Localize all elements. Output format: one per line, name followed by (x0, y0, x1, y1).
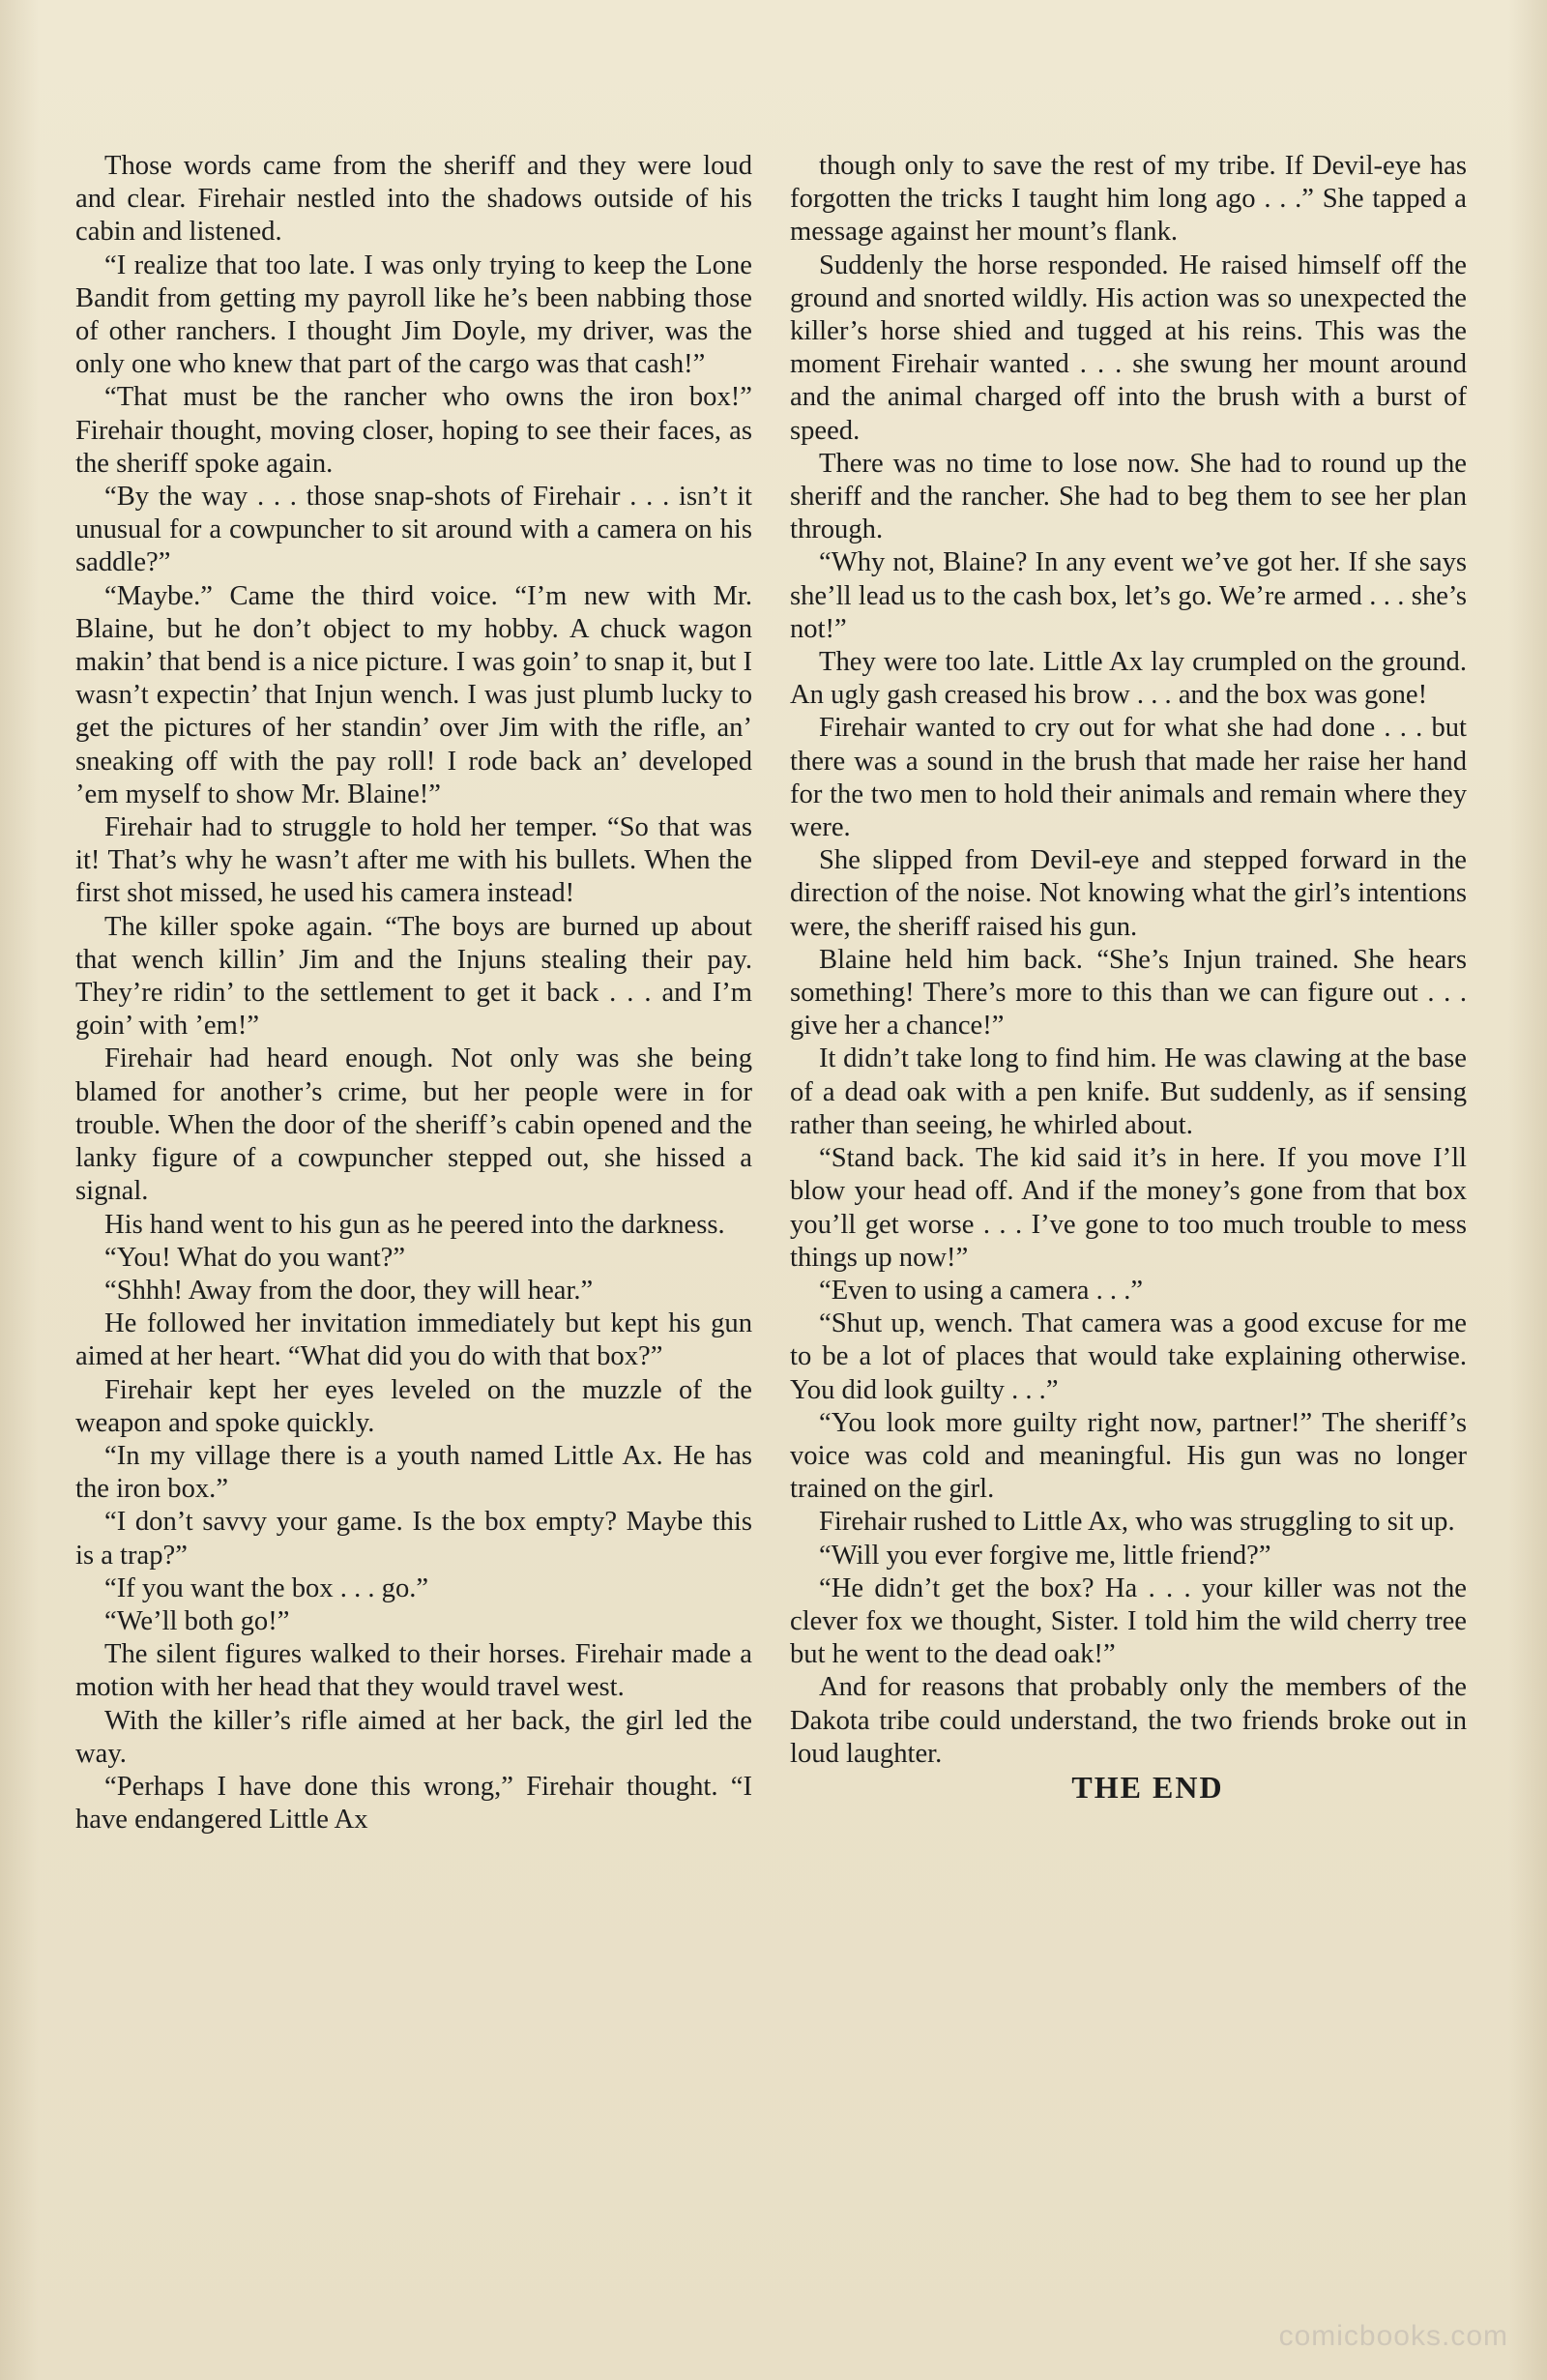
story-paragraph: With the killer’s rifle aimed at her back, the girl led the way. (75, 1705, 752, 1769)
the-end-label: THE END (1071, 1769, 1224, 1805)
story-paragraph: His hand went to his gun as he peered into the darkness. (104, 1209, 725, 1240)
story-paragraph: Firehair had to struggle to hold her temper. “So that was it! That’s why he wasn’t after me with his bullets. When the first shot missed, he used his camera instead! (75, 812, 752, 909)
story-paragraph: And for reasons that probably only the members of the Dakota tribe could understand, the two friends broke out in loud laughter. (790, 1672, 1467, 1769)
story-paragraph: “Shhh! Away from the door, they will hear.” (104, 1275, 594, 1306)
story-paragraph: “By the way . . . those snap-shots of Firehair . . . isn’t it unusual for a cowpuncher to sit around with a camera on his saddle?” (75, 482, 752, 578)
story-paragraph: “That must be the rancher who owns the iron box!” Firehair thought, moving closer, hoping to see their faces, as the sheriff spoke again. (75, 382, 752, 479)
story-paragraph: “Maybe.” Came the third voice. “I’m new with Mr. Blaine, but he don’t object to my hobby. A chuck wagon makin’ that bend is a nice picture. I was goin’ to snap it, but I wasn’t expectin’ that Injun wench. I was just plumb lucky to get the pictures of her standin’ over Jim with the rifle, an’ sneaking off with the pay roll! I rode back an’ developed ’em myself to show Mr. Blaine!” (75, 580, 752, 809)
story-paragraph: though only to save the rest of my tribe. If Devil-eye has forgotten the tricks I taught him long ago . . .” She tapped a message against her mount’s flank. (790, 151, 1467, 248)
story-paragraph: “Will you ever forgive me, little friend?” (819, 1540, 1271, 1571)
story-paragraph: They were too late. Little Ax lay crumpled on the ground. An ugly gash creased his brow . . . and the box was gone! (790, 647, 1467, 711)
story-paragraph: Those words came from the sheriff and they were loud and clear. Firehair nestled into the shadows outside of his cabin and listened. (75, 151, 752, 248)
story-paragraph: She slipped from Devil-eye and stepped forward in the direction of the noise. Not knowing what the girl’s intentions were, the sheriff raised his gun. (790, 845, 1467, 942)
story-paragraph: Firehair had heard enough. Not only was she being blamed for another’s crime, but her people were in for trouble. When the door of the sheriff’s cabin opened and the lanky figure of a cowpuncher stepped out, she hissed a signal. (75, 1043, 752, 1207)
left-text-column (75, 150, 752, 1836)
story-paragraph: “You! What do you want?” (104, 1242, 406, 1273)
story-paragraph: “I realize that too late. I was only trying to keep the Lone Bandit from getting my payroll like he’s been nabbing those of other ranchers. I thought Jim Doyle, my driver, was the only one who knew that part of the cargo was that cash!” (75, 250, 752, 380)
story-paragraph: “Shut up, wench. That camera was a good excuse for me to be a lot of places that would take explaining otherwise. You did look guilty . . .” (790, 1308, 1467, 1405)
story-paragraph: “Even to using a camera . . .” (819, 1275, 1144, 1306)
story-paragraph: Blaine held him back. “She’s Injun trained. She hears something! There’s more to this than we can figure out . . . give her a chance!” (790, 944, 1467, 1042)
story-paragraph: Suddenly the horse responded. He raised himself off the ground and snorted wildly. His action was so unexpected the killer’s horse shied and tugged at his reins. This was the moment Firehair wanted . . . she swung her mount around and the animal charged off into the brush with a burst of speed. (790, 250, 1467, 446)
story-paragraph: He followed her invitation immediately but kept his gun aimed at her heart. “What did you do with that box?” (75, 1308, 752, 1372)
story-paragraph: The killer spoke again. “The boys are burned up about that wench killin’ Jim and the Injuns stealing their pay. They’re ridin’ to the settlement to get it back . . . and I’m goin’ with ’em!” (75, 911, 752, 1042)
story-paragraph: There was no time to lose now. She had to round up the sheriff and the rancher. She had to beg them to see her plan through. (790, 448, 1467, 545)
story-paragraph: The silent figures walked to their horses. Firehair made a motion with her head that they would travel west. (75, 1639, 752, 1703)
story-paragraph: “Why not, Blaine? In any event we’ve got her. If she says she’ll lead us to the cash box, let’s go. We’re armed . . . she’s not!” (790, 547, 1467, 644)
page-edge-shadow-right (1508, 0, 1547, 2380)
story-paragraph: “You look more guilty right now, partner!” The sheriff’s voice was cold and meaningful. His gun was no longer trained on the girl. (790, 1407, 1467, 1505)
story-paragraph: Firehair rushed to Little Ax, who was struggling to sit up. (819, 1507, 1455, 1538)
story-paragraph: “If you want the box . . . go.” (104, 1572, 429, 1603)
right-text-column (790, 150, 1467, 1804)
story-paragraph: “Stand back. The kid said it’s in here. If you move I’ll blow your head off. And if the money’s gone from that box you’ll get worse . . . I’ve gone to too much trouble to mess things up now!” (790, 1143, 1467, 1273)
page-edge-shadow-left (0, 0, 39, 2380)
story-paragraph: “I don’t savvy your game. Is the box empty? Maybe this is a trap?” (75, 1507, 752, 1571)
site-watermark: comicbooks.com (1278, 2320, 1508, 2352)
story-paragraph: “Perhaps I have done this wrong,” Firehair thought. “I have endangered Little Ax (75, 1771, 752, 1836)
story-paragraph: “In my village there is a youth named Little Ax. He has the iron box.” (75, 1440, 752, 1505)
story-paragraph: Firehair wanted to cry out for what she had done . . . but there was a sound in the brush that made her raise her hand for the two men to hold their animals and remain where they were. (790, 713, 1467, 843)
story-paragraph: “We’ll both go!” (104, 1605, 290, 1636)
story-paragraph: Firehair kept her eyes leveled on the muzzle of the weapon and spoke quickly. (75, 1374, 752, 1438)
story-paragraph: “He didn’t get the box? Ha . . . your killer was not the clever fox we thought, Sister. I told him the wild cherry tree but he went to the dead oak!” (790, 1572, 1467, 1670)
story-paragraph: It didn’t take long to find him. He was clawing at the base of a dead oak with a pen knife. But suddenly, as if sensing rather than seeing, he whirled about. (790, 1043, 1467, 1140)
